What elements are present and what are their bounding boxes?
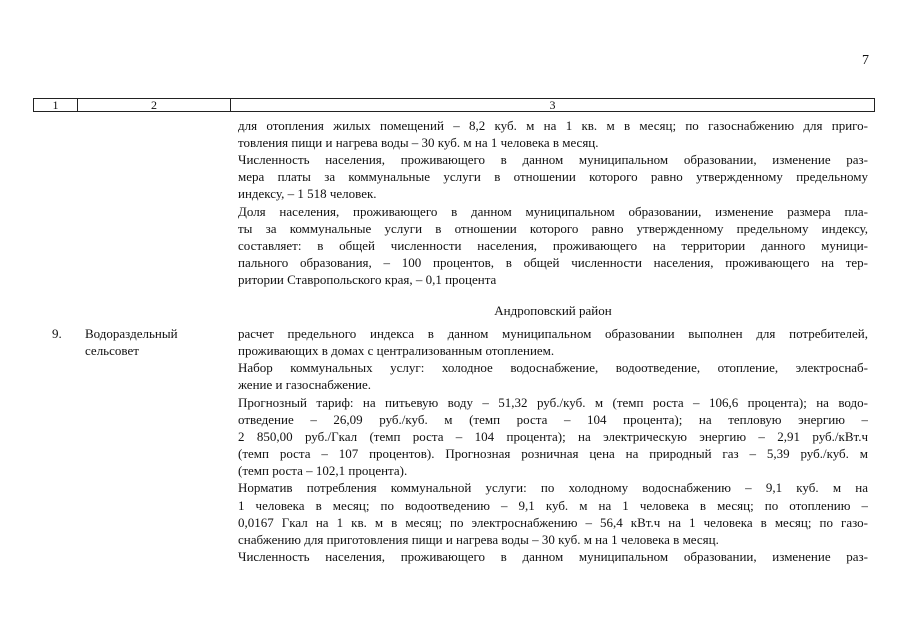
- row-text-line: отведение – 26,09 руб./куб. м (темп роста – 104 процента); на тепловую энергию –: [238, 412, 868, 427]
- row-text-line: Численность населения, проживающего в данном муниципальном образовании, изменение раз-: [238, 549, 868, 564]
- row-text-line: проживающих в домах с централизованным отоплением.: [238, 343, 555, 358]
- row-municipality-name: [85, 325, 225, 359]
- row-text-line: расчет предельного индекса в данном муниципальном образовании выполнен для потребителей,: [238, 326, 868, 341]
- table-header: [33, 98, 875, 112]
- continuation-line: Доля населения, проживающего в данном муниципальном образовании, изменение размера пла-: [238, 204, 868, 219]
- row-text-line: снабжению для приготовления пищи и нагрева воды – 30 куб. м на 1 человека в месяц.: [238, 532, 719, 547]
- page-number: 7: [862, 53, 869, 68]
- header-col-3: 3: [549, 98, 556, 112]
- row-text-line: 2 850,00 руб./Гкал (темп роста – 104 процента); на электрическую энергию – 2,91 руб./кВт.ч: [238, 429, 868, 444]
- row-text-line: жение и газоснабжение.: [238, 377, 372, 392]
- continuation-line: пального образования, – 100 процентов, в общей численности населения, проживающего на тер-: [238, 255, 868, 270]
- row-number: 9.: [52, 326, 62, 341]
- continuation-line: для отопления жилых помещений – 8,2 куб. м на 1 кв. м в месяц; по газоснабжению для приго-: [238, 118, 868, 133]
- row-name-line: Водораздельный: [85, 326, 178, 341]
- continuation-line: ритории Ставропольского края, – 0,1 процента: [238, 272, 497, 287]
- continuation-line: товления пищи и нагрева воды – 30 куб. м на 1 человека в месяц.: [238, 135, 599, 150]
- header-col-1: 1: [34, 99, 78, 111]
- row-text-line: Набор коммунальных услуг: холодное водоснабжение, водоотведение, отопление, электроснаб-: [238, 360, 868, 375]
- section-title: Андроповский район: [494, 303, 612, 318]
- continuation-line: мера платы за коммунальные услуги в отношении которого равно утвержденному предельному: [238, 169, 868, 184]
- row-text-line: (темп роста – 102,1 процента).: [238, 463, 408, 478]
- row-text-line: (темп роста – 107 процентов). Прогнозная розничная цена на природный газ – 5,39 руб./куб. м: [238, 446, 868, 461]
- row-name-line: сельсовет: [85, 343, 139, 358]
- continuation-line: индексу, – 1 518 человек.: [238, 186, 377, 201]
- row-text-line: Норматив потребления коммунальной услуги: по холодному водоснабжению – 9,1 куб. м на: [238, 480, 868, 495]
- row-text-line: Прогнозный тариф: на питьевую воду – 51,32 руб./куб. м (темп роста – 106,6 процента); на водо-: [238, 395, 868, 410]
- row-text-line: 0,0167 Гкал на 1 кв. м в месяц; по электроснабжению – 56,4 кВт.ч на 1 человека в месяц; по газо-: [238, 515, 868, 530]
- continuation-line: составляет: в общей численности населения, проживающего на территории данного муници-: [238, 238, 868, 253]
- continuation-line: ты за коммунальные услуги в отношении которого равно утвержденному предельному индексу,: [238, 221, 868, 236]
- header-col-2: 2: [78, 99, 231, 111]
- continuation-line: Численность населения, проживающего в данном муниципальном образовании, изменение раз-: [238, 152, 868, 167]
- row-text-line: 1 человека в месяц; по водоотведению – 9,1 куб. м на 1 человека в месяц; по отоплению –: [238, 498, 868, 513]
